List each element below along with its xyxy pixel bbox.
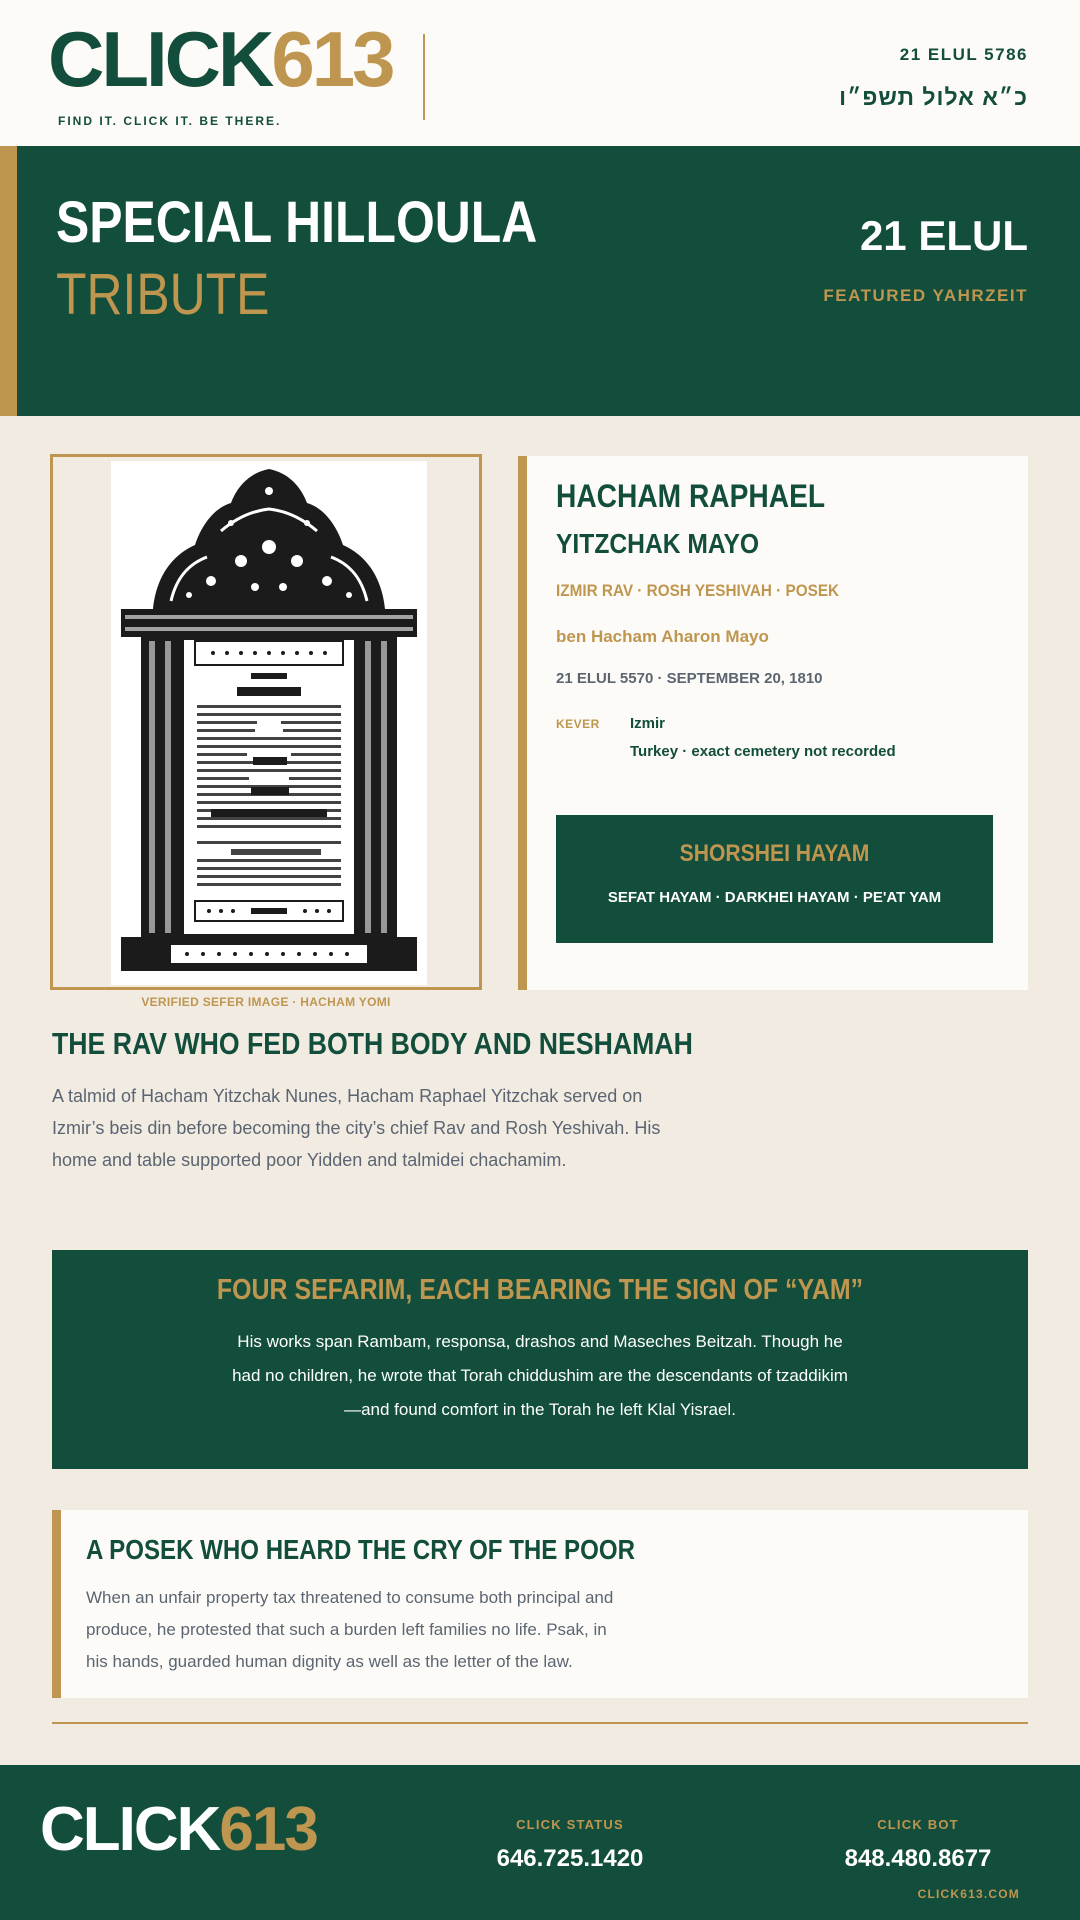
footer-logo[interactable] — [40, 1795, 317, 1865]
header-date-hebrew: כ״א אלול תשפ״ו — [839, 84, 1028, 110]
sefarim-box-works: SEFAT HAYAM · DARKHEI HAYAM · PE'AT YAM — [607, 889, 942, 906]
sefarim-box-title: SHORSHEI HAYAM — [679, 840, 870, 867]
hero-banner — [0, 146, 1080, 416]
rav-date: 21 ELUL 5570 · SEPTEMBER 20, 1810 — [556, 670, 823, 687]
click-bot-label: CLICK BOT — [877, 1817, 959, 1832]
hero-accent-bar — [0, 146, 17, 416]
section-rav-title: THE RAV WHO FED BOTH BODY AND NESHAMAH — [52, 1026, 693, 1061]
posek-accent-bar — [52, 1510, 61, 1698]
tagline: FIND IT. CLICK IT. BE THERE. — [58, 114, 282, 128]
section-sefarim — [52, 1250, 1028, 1469]
section-posek-title: A POSEK WHO HEARD THE CRY OF THE POOR — [86, 1534, 635, 1565]
header-date-english: 21 ELUL 5786 — [899, 45, 1028, 64]
rav-father: ben Hacham Aharon Mayo — [556, 627, 769, 646]
image-caption: VERIFIED SEFER IMAGE · HACHAM YOMI — [141, 995, 391, 1009]
header-divider — [423, 34, 425, 120]
rav-name-line1: HACHAM RAPHAEL — [556, 478, 826, 514]
footer-logo-number: 613 — [219, 1795, 317, 1864]
section-sefarim-body: His works span Rambam, responsa, drashos and Maseches Beitzah. Though he had no children, he wrote that Torah chiddushim are the descendants of tzaddikim—and found comfort in the Torah he left Klal Yisrael. — [232, 1332, 848, 1419]
hero-date: 21 ELUL — [859, 212, 1028, 259]
hero-featured-label: FEATURED YAHRZEIT — [823, 286, 1028, 305]
sefarim-box — [556, 815, 993, 943]
header — [0, 0, 1080, 146]
click-status-phone[interactable]: 646.725.1420 — [496, 1845, 644, 1872]
click613-logo[interactable] — [48, 15, 393, 103]
profile-card — [518, 456, 1028, 990]
section-posek — [52, 1510, 1028, 1698]
click-status-label: CLICK STATUS — [516, 1817, 624, 1832]
profile-accent-bar — [518, 456, 527, 990]
kever-label: KEVER — [556, 717, 600, 731]
section-rav-body: A talmid of Hacham Yitzchak Nunes, Hacham Raphael Yitzchak served on Izmir’s beis din before becoming the city’s chief Rav and Rosh Yeshivah. His home and table supported poor Yidden and talmidei chachamim. — [52, 1086, 661, 1170]
rav-roles: IZMIR RAV · ROSH YESHIVAH · POSEK — [556, 581, 840, 600]
logo-number: 613 — [271, 15, 393, 103]
sefer-image-frame — [50, 454, 482, 990]
kever-detail: Turkey · exact cemetery not recorded — [630, 743, 896, 760]
sefer-title-page-image — [111, 461, 427, 985]
section-sefarim-title: FOUR SEFARIM, EACH BEARING THE SIGN OF “YAM” — [216, 1274, 864, 1306]
rav-name-line2: YITZCHAK MAYO — [556, 528, 760, 559]
hero-subtitle: TRIBUTE — [56, 262, 270, 327]
section-posek-body: When an unfair property tax threatened to consume both principal and produce, he protested that such a burden left families no life. Psak, in his hands, guarded human dignity as well as the letter of the law. — [86, 1588, 614, 1671]
sefer-illustration — [111, 461, 427, 985]
logo-word: CLICK — [48, 15, 272, 103]
footer — [0, 1765, 1080, 1920]
section-divider — [52, 1722, 1028, 1724]
website-link[interactable]: CLICK613.COM — [917, 1887, 1020, 1901]
footer-logo-word: CLICK — [40, 1795, 220, 1864]
kever-city: Izmir — [630, 715, 666, 732]
hero-title: SPECIAL HILLOULA — [56, 190, 538, 255]
click-bot-phone[interactable]: 848.480.8677 — [844, 1845, 992, 1872]
